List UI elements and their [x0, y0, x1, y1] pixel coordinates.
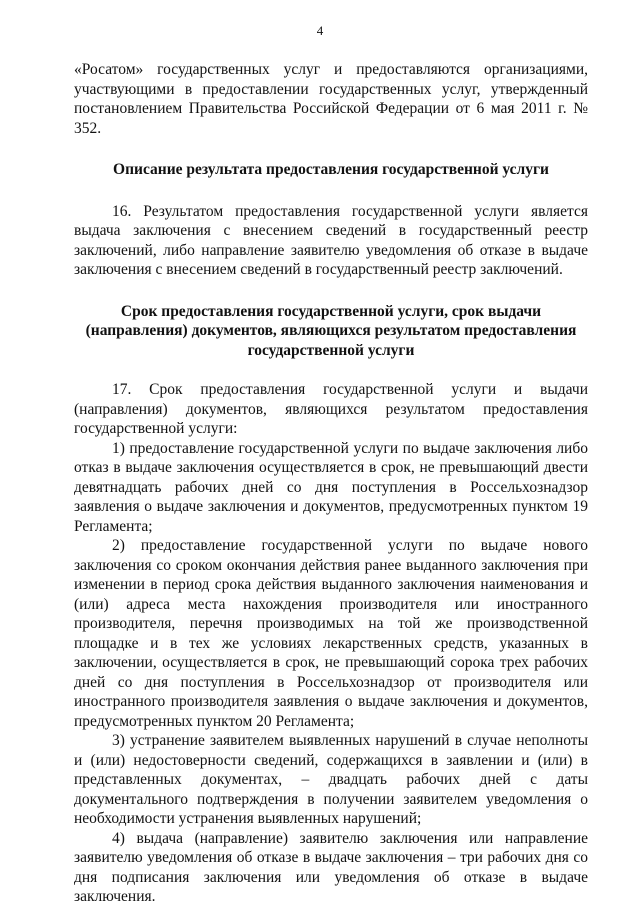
intro-paragraph: «Росатом» государственных услуг и предоставляются организациями, участвующими в предоставлении государственных услуг, утвержденный постановлением Правительства Российской Федерации от 6 мая 2011 г. № 352.: [74, 61, 588, 137]
paragraph-17: 17. Срок предоставления государственной услуги и выдачи (направления) документов, являющихся результатом предоставления государственной услуги:: [74, 381, 588, 437]
list-item-1: 1) предоставление государственной услуги по выдаче заключения либо отказ в выдаче заключения осуществляется в срок, не превышающий двести девятнадцать рабочих дней со дня поступления в Россельхознадзор заявления о выдаче заключения и документов, предусмотренных пунктом 19 Регламента;: [74, 439, 588, 535]
page-number: 4: [316, 23, 324, 38]
list-item-3: 3) устранение заявителем выявленных нарушений в случае неполноты и (или) недостоверности сведений, содержащихся в заявлении и (или) в представленных документах, – двадцать рабочих дней с даты документального подтверждения в получении заявителем уведомления о необходимости устранения выявленных нарушений;: [74, 732, 588, 827]
section-heading-result: Описание результата предоставления государственной услуги: [113, 161, 549, 178]
list-item-4: 4) выдача (направление) заявителю заключения или направление заявителю уведомления об отказе в выдаче заключения – три рабочих дня со дня подписания заключения или уведомления об отказе в выдаче заключения.: [74, 829, 588, 905]
paragraph-16: 16. Результатом предоставления государственной услуги является выдача заключения с внесением сведений в государственный реестр заключений, либо направление заявителю уведомления об отказе в выдаче заключения с внесением сведений в государственный реестр заключений.: [74, 202, 588, 278]
section-heading-term: Срок предоставления государственной услуги, срок выдачи (направления) документов, являющихся результатом предоставления государственной услуги: [85, 302, 577, 359]
document-body: [74, 60, 588, 907]
list-item-2: 2) предоставление государственной услуги по выдаче нового заключения со сроком окончания действия ранее выданного заключения при изменении в период срока действия выданного заключения наименования и (или) адреса места нахождения производителя или иностранного производителя, перечня производимых на той же производственной площадке и в тех же условиях лекарственных средств, указанных в заключении, осуществляется в срок, не превышающий сорока трех рабочих дней со дня поступления в Россельхознадзор от производителя или иностранного производителя заявления о выдаче заключения и документов, предусмотренных пунктом 20 Регламента;: [74, 537, 588, 730]
